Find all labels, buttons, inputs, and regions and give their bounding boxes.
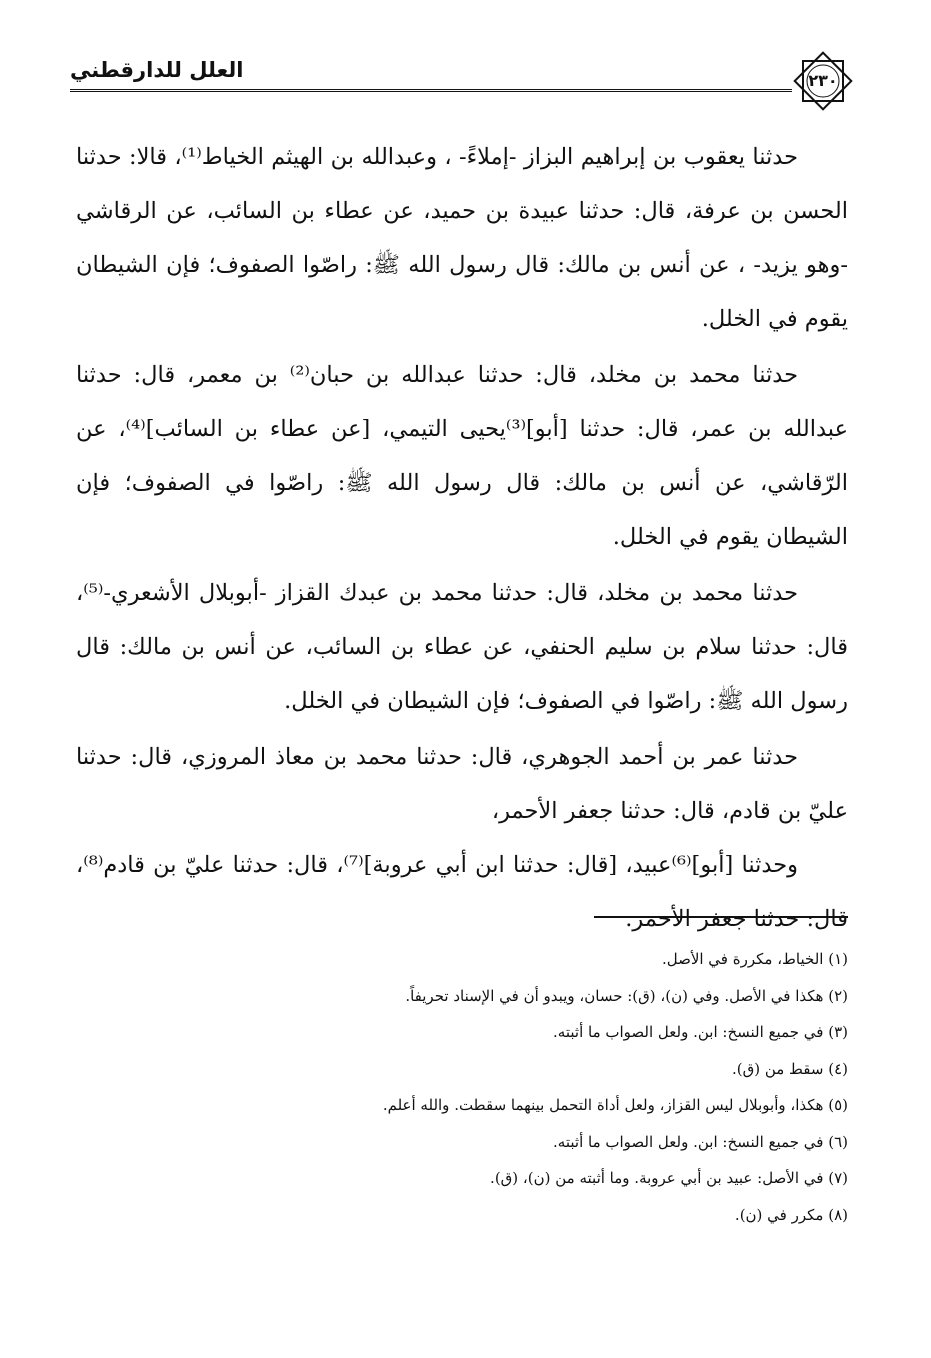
- footnote: (٨) مكرر في (ن).: [734, 1205, 848, 1224]
- running-title: العلل للدارقطني: [70, 58, 244, 82]
- paragraph: وحدثنا [أبو]⁽⁶⁾عبيد، [قال: حدثنا ابن أبي عروبة]⁽⁷⁾، قال: حدثنا عليّ بن قادم⁽⁸⁾، قال: حدثنا جعفر الأحمر.: [76, 852, 848, 932]
- paragraph: حدثنا يعقوب بن إبراهيم البزاز -إملاءً- ، وعبدالله بن الهيثم الخياط⁽¹⁾، قالا: حدثنا الحسن بن عرفة، قال: حدثنا عبيدة بن حميد، عن عطاء بن السائب، عن الرقاشي -وهو يزيد- ، عن أنس بن مالك: قال رسول الله ﷺ: راصّوا الصفوف؛ فإن الشيطان يقوم في الخلل.: [76, 144, 848, 332]
- footnote: (٤) سقط من (ق).: [731, 1059, 848, 1078]
- footnote: (٣) في جميع النسخ: ابن. ولعل الصواب ما أثبته.: [553, 1023, 848, 1041]
- header-rule: [70, 89, 792, 92]
- footnote: (١) الخياط، مكررة في الأصل.: [661, 950, 848, 968]
- paragraph: حدثنا محمد بن مخلد، قال: حدثنا عبدالله بن حبان⁽²⁾ بن معمر، قال: حدثنا عبدالله بن عمر، قال: حدثنا [أبو]⁽³⁾يحيى التيمي، [عن عطاء بن السائب]⁽⁴⁾، عن الرّقاشي، عن أنس بن مالك: قال رسول الله ﷺ: راصّوا في الصفوف؛ فإن الشيطان يقوم في الخلل.: [76, 362, 848, 550]
- footnote: (٦) في جميع النسخ: ابن. ولعل الصواب ما أثبته.: [553, 1132, 848, 1151]
- footnote: (٧) في الأصل: عبيد بن أبي عروبة. وما أثبته من (ن)، (ق).: [490, 1169, 848, 1187]
- page-number-badge: [790, 48, 856, 114]
- main-text: [76, 130, 848, 948]
- paragraph: حدثنا عمر بن أحمد الجوهري، قال: حدثنا محمد بن معاذ المروزي، قال: حدثنا عليّ بن قادم، قال: حدثنا جعفر الأحمر،: [76, 744, 848, 824]
- footnotes: [76, 941, 848, 1233]
- page-header: [0, 0, 931, 110]
- footnote: (٥) هكذا، وأبوبلال ليس القزاز، ولعل أداة التحمل بينهما سقطت. والله أعلم.: [382, 1096, 848, 1114]
- footnote: (٢) هكذا في الأصل. وفي (ن)، (ق): حسان، ويبدو أن في الإسناد تحريفاً.: [405, 986, 848, 1005]
- paragraph: حدثنا محمد بن مخلد، قال: حدثنا محمد بن عبدك القزاز -أبوبلال الأشعري-⁽⁵⁾، قال: حدثنا سلام بن سليم الحنفي، عن عطاء بن السائب، عن أنس بن مالك: قال رسول الله ﷺ: راصّوا في الصفوف؛ فإن الشيطان في الخلل.: [76, 580, 848, 714]
- page-number: ٢٣٠: [808, 71, 838, 90]
- footnote-separator: [594, 916, 848, 918]
